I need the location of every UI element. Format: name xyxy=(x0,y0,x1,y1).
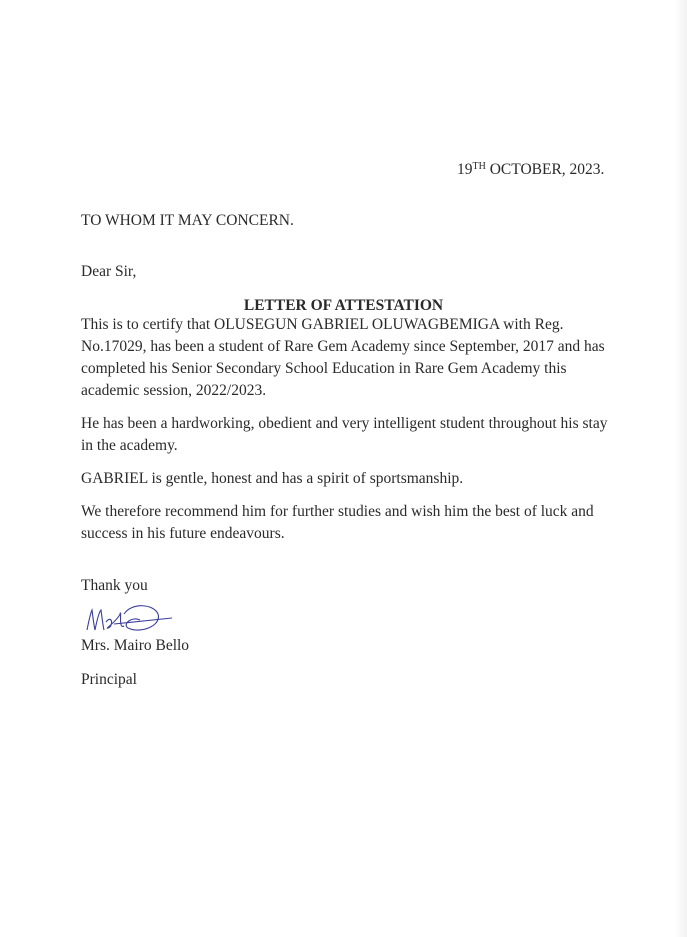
signatory-role: Principal xyxy=(81,671,137,688)
letter-date xyxy=(457,161,604,179)
salutation: TO WHOM IT MAY CONCERN. xyxy=(81,212,294,229)
closing: Thank you xyxy=(81,577,148,594)
letter-body xyxy=(81,314,621,556)
paragraph: We therefore recommend him for further studies and wish him the best of luck and success in his future endeavours. xyxy=(81,503,594,542)
paragraph: GABRIEL is gentle, honest and has a spirit of sportsmanship. xyxy=(81,470,464,487)
greeting: Dear Sir, xyxy=(81,263,137,280)
date-rest: OCTOBER, 2023. xyxy=(485,161,605,178)
paragraph: This is to certify that OLUSEGUN GABRIEL OLUWAGBEMIGA with Reg. No.17029, has been a student of Rare Gem Academy since September, 2017 and has completed his Senior Secondary School Education in Rare Gem Academy this academic session, 2022/2023. xyxy=(81,316,605,399)
scan-edge-shadow xyxy=(675,0,687,937)
date-day: 19 xyxy=(457,161,473,178)
signature xyxy=(84,600,174,636)
signatory-name: Mrs. Mairo Bello xyxy=(81,637,190,654)
letter-title: LETTER OF ATTESTATION xyxy=(243,297,444,314)
paragraph: He has been a hardworking, obedient and very intelligent student throughout his stay in the academy. xyxy=(81,415,608,454)
date-suffix: TH xyxy=(472,161,486,172)
